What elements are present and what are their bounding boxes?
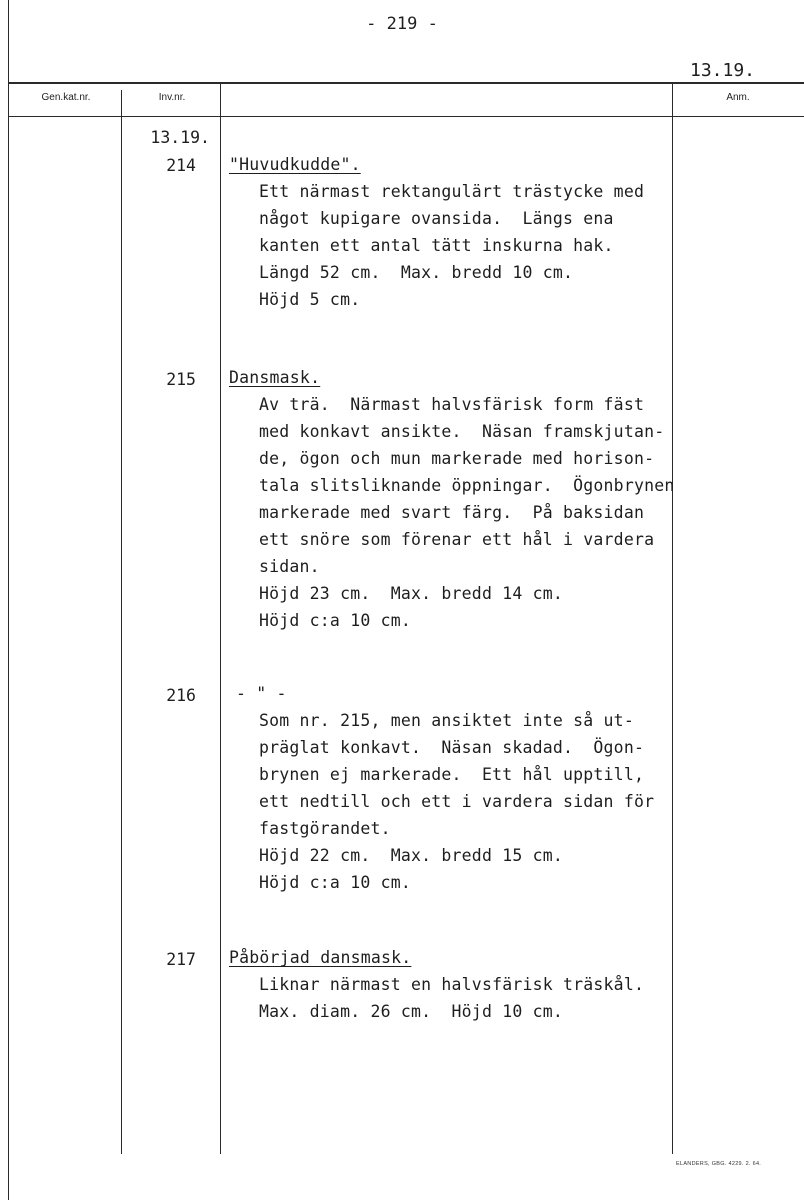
printer-mark: ELANDERS, GBG. 4229. 2. 64.	[676, 1161, 762, 1167]
header-top-rule	[8, 82, 804, 84]
page-number: - 219 -	[366, 14, 438, 34]
entry-description: Ett närmast rektangulärt trästycke med något kupigare ovansida. Längs ena kanten ett antal tätt inskurna hak. Längd 52 cm. Max. bredd 10 cm. Höjd 5 cm.	[259, 182, 645, 309]
column-header-inv-nr: Inv.nr.	[158, 92, 186, 103]
column-header-anm: Anm.	[726, 92, 750, 103]
catalog-reference: 13.19.	[690, 60, 756, 81]
entry-description: Som nr. 215, men ansiktet inte så ut- präglat konkavt. Näsan skadad. Ögon- brynen ej markerade. Ett hål upptill, ett nedtill och ett i vardera sidan för fastgörandet. Höjd 22 cm. Max. bredd 15 cm. Höjd c:a 10 cm.	[259, 711, 655, 892]
left-margin-rule	[8, 0, 9, 1200]
inventory-number: 217	[166, 950, 196, 969]
group-number: 13.19.	[150, 128, 210, 147]
inventory-number: 215	[166, 370, 196, 389]
entry-title: "Huvudkudde".	[229, 155, 361, 174]
inventory-number: 214	[166, 156, 196, 175]
column-divider-gen-inv	[121, 90, 122, 1154]
column-header-gen-kat-nr: Gen.kat.nr.	[41, 92, 91, 103]
inventory-number: 216	[166, 686, 196, 705]
entry-description: Liknar närmast en halvsfärisk träskål. Max. diam. 26 cm. Höjd 10 cm.	[259, 975, 645, 1021]
entry-title: Dansmask.	[229, 368, 321, 387]
entry-title: - " -	[236, 684, 287, 703]
entry-description: Av trä. Närmast halvsfärisk form fäst med konkavt ansikte. Näsan framskjutan- de, ögon och mun markerade med horison- tala slitsliknande öppningar. Ögonbrynen markerade med svart färg. På baksidan ett snöre som förenar ett hål i vardera sidan. Höjd 23 cm. Max. bredd 14 cm. Höjd c:a 10 cm.	[259, 395, 675, 630]
column-divider-inv-text	[220, 84, 221, 1154]
header-bottom-rule	[8, 116, 804, 117]
entry-title: Påbörjad dansmask.	[229, 948, 412, 967]
